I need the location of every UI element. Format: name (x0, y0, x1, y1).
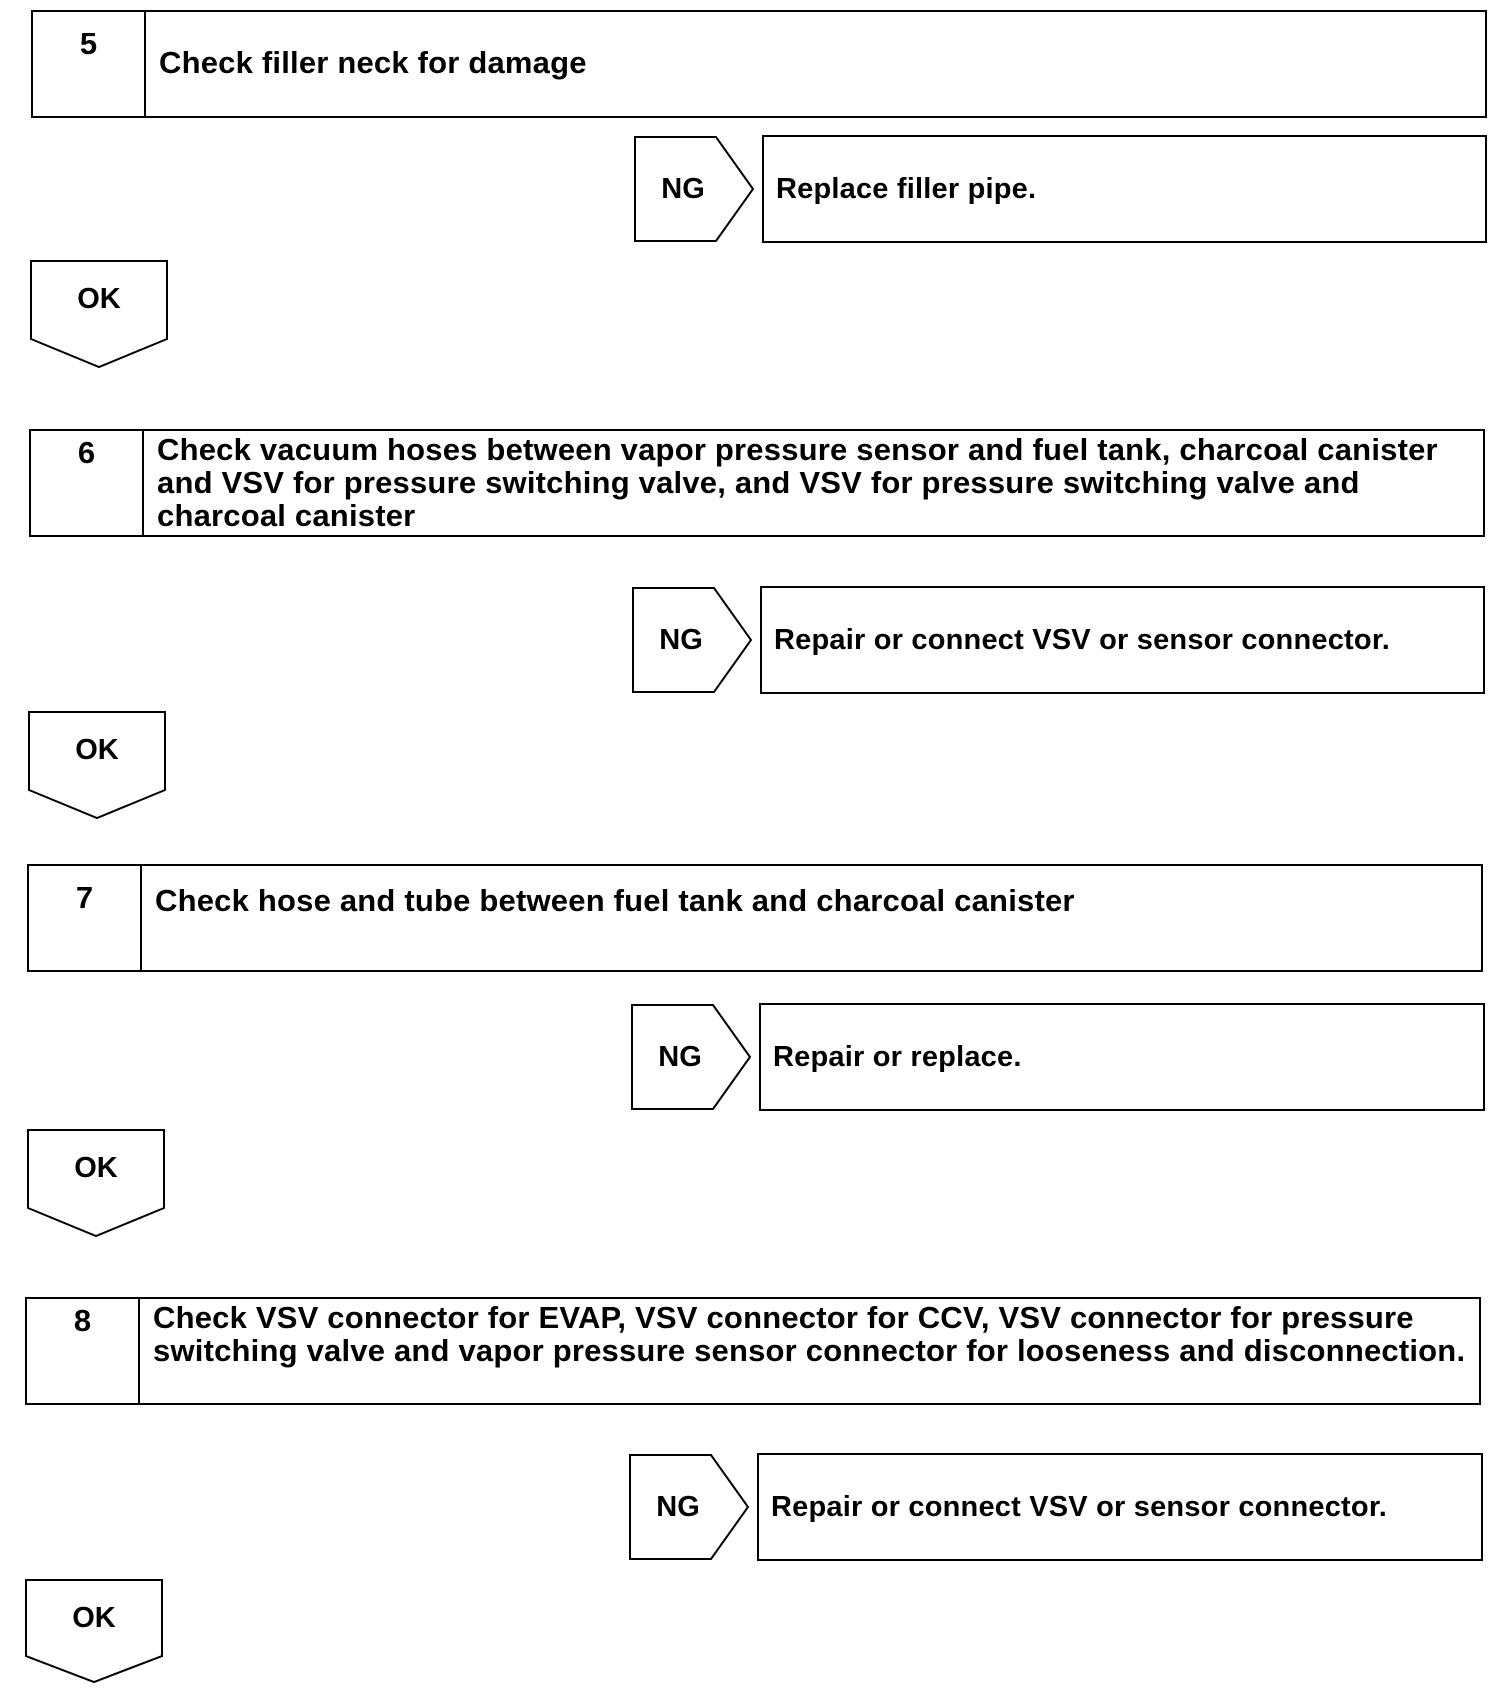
step-7-ok-branch (26, 1128, 166, 1238)
step-6-ng-action-box: Repair or connect VSV or sensor connector. (760, 586, 1485, 694)
ok-label: OK (75, 733, 119, 766)
step-6-box (29, 429, 1485, 537)
step-6-ng-branch (631, 586, 756, 694)
step-number: 5 (33, 12, 146, 116)
step-number: 6 (31, 431, 144, 535)
step-check-text: Check filler neck for damage (159, 45, 587, 80)
step-5-ng-branch (633, 135, 758, 243)
step-8-box (25, 1297, 1481, 1405)
step-check-text: Check vacuum hoses between vapor pressure sensor and fuel tank, charcoal canister and VSV for pressure switching valve, and VSV for pressure switching valve and charcoal canister (157, 432, 1438, 533)
step-5-ok-branch (29, 259, 169, 369)
step-8-ok-branch (24, 1578, 164, 1688)
ng-label: NG (658, 1040, 702, 1073)
step-7-ng-action-box: Repair or replace. (759, 1003, 1485, 1111)
step-5-ng-action-box: Replace filler pipe. (762, 135, 1487, 243)
step-check-text: Check hose and tube between fuel tank and charcoal canister (155, 883, 1075, 918)
step-7-box (27, 864, 1483, 972)
ng-label: NG (656, 1490, 700, 1523)
step-6-ok-branch (27, 710, 167, 820)
step-5-box (31, 10, 1487, 118)
ng-label: NG (659, 623, 703, 656)
step-check-text: Check VSV connector for EVAP, VSV connector for CCV, VSV connector for pressure switching valve and vapor pressure sensor connector for looseness and disconnection. (153, 1300, 1466, 1368)
step-number: 7 (29, 866, 142, 970)
step-number: 8 (27, 1299, 140, 1403)
ng-label: NG (661, 172, 705, 205)
step-8-ng-action-box: Repair or connect VSV or sensor connector. (757, 1453, 1483, 1561)
ok-label: OK (74, 1151, 118, 1184)
ok-label: OK (77, 282, 121, 315)
ok-label: OK (72, 1601, 116, 1634)
step-8-ng-branch (628, 1453, 753, 1561)
step-7-ng-branch (630, 1003, 755, 1111)
